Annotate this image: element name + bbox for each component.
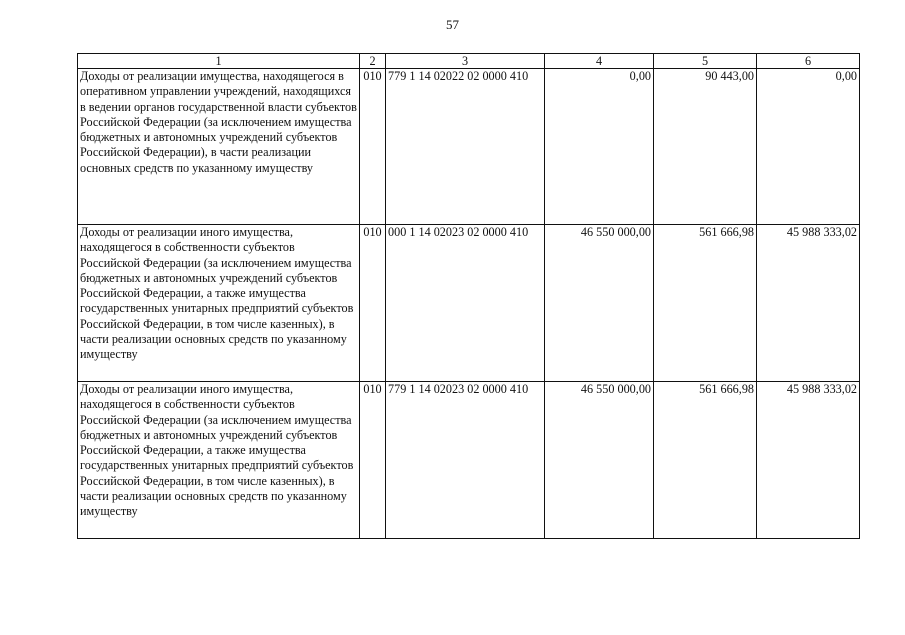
table-body [78, 69, 860, 539]
row-value-col6: 45 988 333,02 [757, 225, 860, 382]
revenue-table [77, 53, 860, 539]
row-value-col4: 46 550 000,00 [545, 225, 654, 382]
row-value-col5: 561 666,98 [654, 225, 757, 382]
table-row [78, 69, 860, 225]
row-value-col4: 0,00 [545, 69, 654, 225]
column-header-5: 5 [654, 54, 757, 69]
column-header-1: 1 [78, 54, 360, 69]
row-value-col5: 90 443,00 [654, 69, 757, 225]
row-description: Доходы от реализации иного имущества, находящегося в собственности субъектов Российской Федерации (за исключением имущества бюджетных и автономных учреждений субъектов Российской Федерации, а также имущества государственных унитарных предприятий субъектов Российской Федерации, в том числе казенных), в части реализации основных средств по указанному имуществу [78, 225, 360, 382]
row-value-col6: 45 988 333,02 [757, 382, 860, 539]
row-line-code: 010 [360, 382, 386, 539]
table-row [78, 382, 860, 539]
column-header-6: 6 [757, 54, 860, 69]
page-number: 57 [446, 17, 459, 32]
row-budget-code: 000 1 14 02023 02 0000 410 [386, 225, 545, 382]
row-description: Доходы от реализации иного имущества, находящегося в собственности субъектов Российской Федерации (за исключением имущества бюджетных и автономных учреждений субъектов Российской Федерации, а также имущества государственных унитарных предприятий субъектов Российской Федерации, в том числе казенных), в части реализации основных средств по указанному имуществу [78, 382, 360, 539]
row-description: Доходы от реализации имущества, находящегося в оперативном управлении учреждений, находящихся в ведении органов государственной власти субъектов Российской Федерации (за исключением имущества бюджетных и автономных учреждений субъектов Российской Федерации), в части реализации основных средств по указанному имуществу [78, 69, 360, 225]
row-line-code: 010 [360, 225, 386, 382]
row-budget-code: 779 1 14 02022 02 0000 410 [386, 69, 545, 225]
row-value-col6: 0,00 [757, 69, 860, 225]
column-header-3: 3 [386, 54, 545, 69]
header-row [78, 54, 860, 69]
row-line-code: 010 [360, 69, 386, 225]
table-row [78, 225, 860, 382]
column-header-4: 4 [545, 54, 654, 69]
column-header-2: 2 [360, 54, 386, 69]
table-header [78, 54, 860, 69]
row-budget-code: 779 1 14 02023 02 0000 410 [386, 382, 545, 539]
row-value-col5: 561 666,98 [654, 382, 757, 539]
row-value-col4: 46 550 000,00 [545, 382, 654, 539]
